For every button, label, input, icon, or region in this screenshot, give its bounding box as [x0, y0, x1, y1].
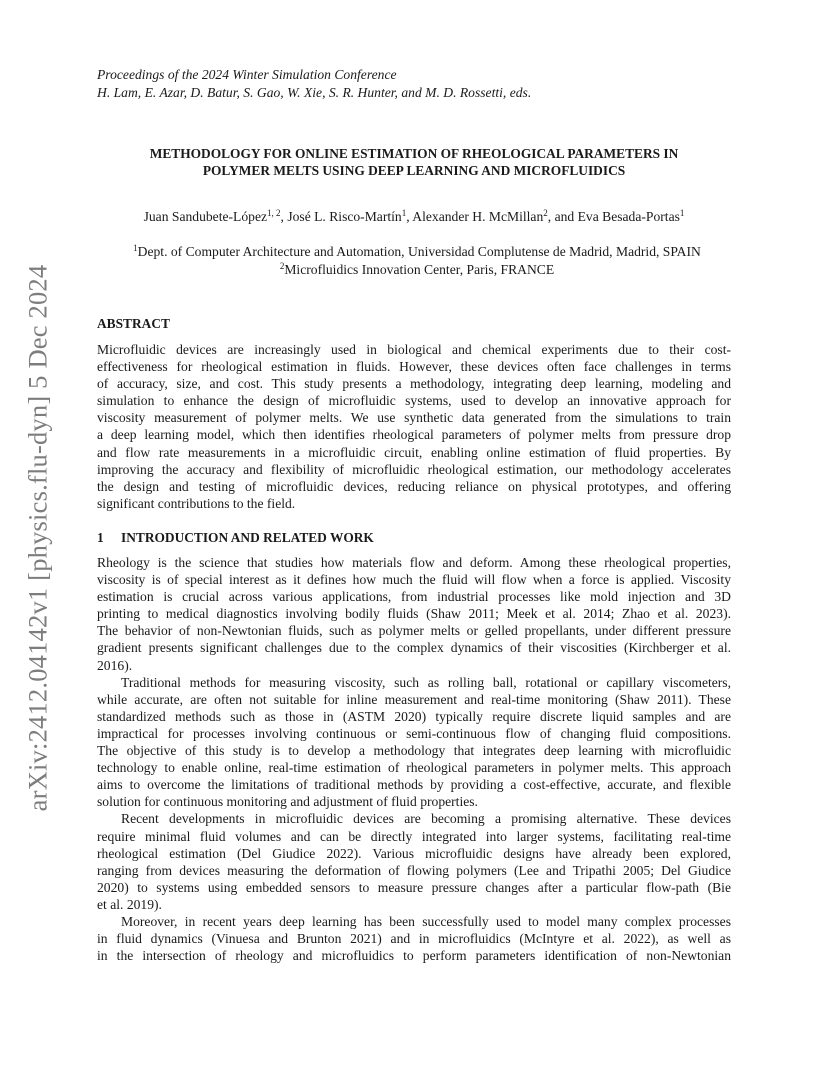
paragraph-line: et al. 2019). — [97, 896, 162, 912]
paragraph-line: Rheology is the science that studies how materials flow and deform. Among these rheological properties, — [97, 555, 731, 570]
abstract-line: significant contributions to the field. — [97, 495, 296, 511]
paragraph-line: aims to overcome the limitations of traditional methods by providing a cost-effective, accurate, and flexible — [97, 777, 731, 793]
paragraph-line: in the intersection of rheology and microfluidics to perform parameters identification of non-Newtonian — [97, 948, 731, 964]
paragraph — [97, 554, 731, 674]
paragraph-line: ranging from devices measuring the deformation of flowing polymers (Lee and Tripathi 2005; Del Giudice — [97, 862, 731, 878]
abstract-line: of accuracy, size, and cost. This study presents a methodology, integrating deep learning, modeling and — [97, 376, 731, 392]
abstract-line: Microfluidic devices are increasingly used in biological and chemical experiments due to their cost- — [97, 342, 731, 357]
editors-line: H. Lam, E. Azar, D. Batur, S. Gao, W. Xie, S. R. Hunter, and M. D. Rossetti, eds. — [97, 85, 532, 100]
paragraph-line: 2016). — [97, 657, 133, 673]
section-title: INTRODUCTION AND RELATED WORK — [121, 530, 374, 545]
abstract-body — [97, 341, 731, 512]
abstract-line: improving the accuracy and flexibility of microfluidic rheological estimation, our methodology accelerates — [97, 461, 731, 477]
conference-name: Proceedings of the 2024 Winter Simulation Conference — [97, 67, 397, 82]
abstract-heading: ABSTRACT — [97, 316, 170, 331]
proceedings-header — [97, 66, 531, 102]
author: José L. Risco-Martín$^1$ — [287, 208, 407, 224]
section-body — [97, 554, 731, 964]
abstract-line: the design and testing of microfluidic devices, reducing reliance on physical prototypes, and offering — [97, 478, 731, 494]
paragraph-line: viscosity is of special interest as it defines how much the fluid will flow when a force is applied. Viscosity — [97, 572, 731, 588]
title-line-1: METHODOLOGY FOR ONLINE ESTIMATION OF RHEOLOGICAL PARAMETERS IN — [149, 146, 679, 161]
paragraph-line: impractical for processes involving continuous or semi-continuous flow of changing fluid compositions. — [97, 725, 731, 741]
paragraph-line: solution for continuous monitoring and adjustment of fluid properties. — [97, 794, 478, 810]
paragraph-line: Traditional methods for measuring viscosity, such as rolling ball, rotational or capillary viscometers, — [121, 674, 731, 690]
affiliation: $^1$Dept. of Computer Architecture and Automation, Universidad Complutense de Madrid, Madrid, SPAIN — [133, 243, 701, 259]
author: Juan Sandubete-López$^{1, 2}$ — [143, 208, 281, 224]
arxiv-identifier-text: arXiv:2412.04142v1 [physics.flu-dyn] 5 Dec 2024 — [22, 264, 53, 812]
arxiv-identifier — [18, 258, 58, 818]
affiliation-list — [97, 243, 737, 279]
paragraph — [97, 810, 731, 913]
paper-title — [97, 145, 731, 179]
paragraph-line: The objective of this study is to develop a methodology that integrates deep learning with microfluidic — [97, 743, 731, 759]
paragraph-line: standardized methods such as those in (ASTM 2020) typically require discrete liquid samples and are — [97, 708, 731, 724]
section-heading — [97, 529, 374, 547]
paragraph-line: printing to medical diagnostics involving bodily fluids (Shaw 2011; Meek et al. 2014; Zhao et al. 2023). — [97, 606, 731, 622]
paragraph-line: gradient presents significant challenges due to the complex dynamics of their viscosities (Kirchberger et al. — [97, 640, 731, 656]
paragraph — [97, 674, 731, 811]
paragraph — [97, 913, 731, 964]
paragraph-line: in fluid dynamics (Vinuesa and Brunton 2021) and in microfluidics (McIntyre et al. 2022), as well as — [97, 931, 731, 947]
abstract-line: simulation to enhance the design of microfluidic systems, used to develop an innovative approach for — [97, 393, 731, 409]
paragraph-line: Recent developments in microfluidic devices are becoming a promising alternative. These devices — [121, 811, 731, 827]
paragraph-line: The behavior of non-Newtonian fluids, such as polymer melts or gelled propellants, under different pressure — [97, 623, 731, 639]
paragraph-line: require minimal fluid volumes and can be directly integrated into larger systems, facilitating real-time — [97, 828, 731, 844]
paragraph-line: estimation is crucial across various applications, from industrial processes like mold injection and 3D — [97, 589, 731, 605]
paragraph-line: Moreover, in recent years deep learning has been successfully used to model many complex processes — [121, 913, 731, 929]
section-number: 1 — [97, 530, 104, 545]
author: Alexander H. McMillan$^2$ — [412, 208, 548, 224]
abstract-line: viscosity measurement of polymer melts. We use synthetic data generated from the simulations to train — [97, 410, 731, 426]
abstract-line: a deep learning model, which then identifies rheological parameters of polymer melts from pressure drop — [97, 427, 731, 443]
abstract-line: effectiveness for rheological estimation in fluids. However, these devices often face challenges in terms — [97, 359, 731, 375]
affiliation: $^2$Microfluidics Innovation Center, Paris, FRANCE — [279, 261, 555, 277]
author: Eva Besada-Portas$^1$ — [577, 208, 685, 224]
abstract-line: and flow rate measurements in a microfluidic circuit, enabling online estimation of fluid properties. By — [97, 444, 731, 460]
author-list: Juan Sandubete-López$^{1, 2}$, José L. Risco-Martín$^1$, Alexander H. McMillan$^2$, and Eva Besada-Portas$^1$ — [143, 208, 685, 224]
paragraph-line: rheological estimation (Del Giudice 2022). Various microfluidic designs have already been explored, — [97, 845, 731, 861]
title-line-2: POLYMER MELTS USING DEEP LEARNING AND MICROFLUIDICS — [202, 163, 626, 178]
paragraph-line: 2020) to systems using embedded sensors to measure pressure changes after a particular flow-path (Bie — [97, 879, 731, 895]
paragraph-line: technology to enable online, real-time estimation of rheological parameters in polymer melts. This approach — [97, 760, 731, 776]
paragraph-line: while accurate, are often not suitable for inline measurement and real-time monitoring (Shaw 2011). These — [97, 691, 731, 707]
